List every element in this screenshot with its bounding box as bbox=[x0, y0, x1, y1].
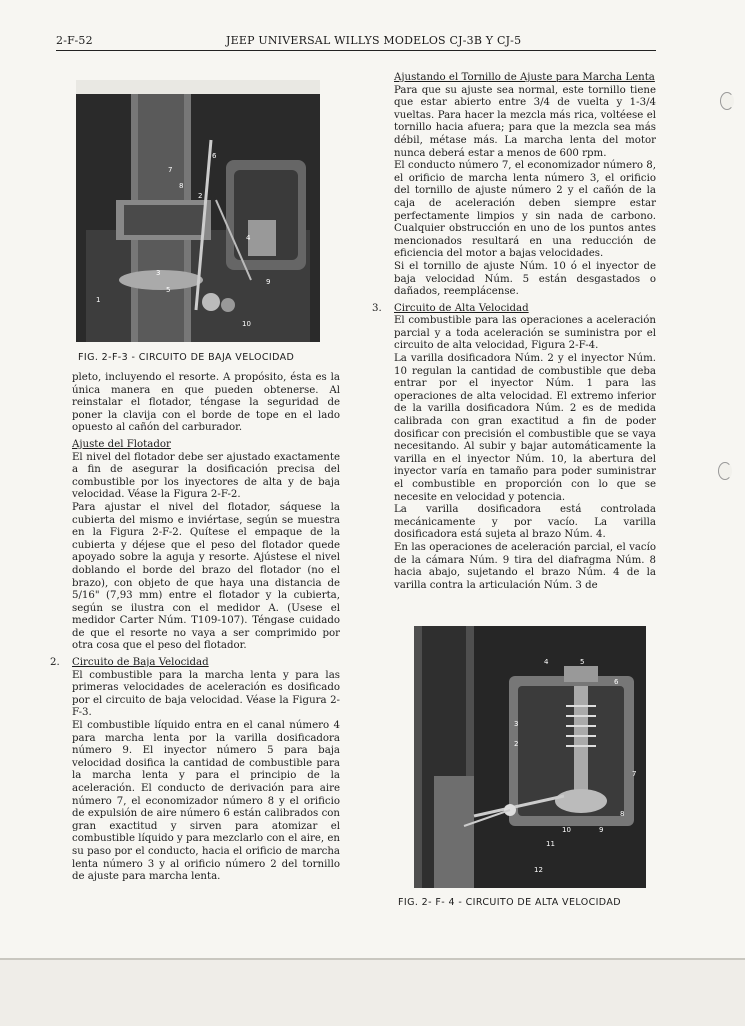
figure-low-speed-circuit bbox=[76, 80, 320, 342]
callout-label: 9 bbox=[599, 826, 604, 834]
punch-hole bbox=[718, 462, 732, 480]
paragraph: El conducto número 7, el economizador número 8, el orificio de marcha lenta número 3, el orificio del tornillo de ajuste número 2 y el cañón de la caja de aceleración deben siempre estar perfectamente limpios y sin nada de carbono. Cualquier obstrucción en uno de los puntos antes mencionados resultará en una reducción de eficiencia del motor a bajas velocidades. bbox=[394, 160, 656, 260]
callout-label: 1 bbox=[96, 296, 101, 304]
carburetor-cutaway-illustration-1 bbox=[76, 80, 320, 342]
callout-label: 5 bbox=[166, 286, 171, 294]
callout-label: 3 bbox=[156, 269, 161, 277]
carburetor-cutaway-illustration-2 bbox=[414, 626, 646, 888]
header-rule bbox=[56, 50, 656, 51]
callout-label: 8 bbox=[179, 182, 184, 190]
callout-label: 2 bbox=[514, 740, 519, 748]
left-column bbox=[50, 372, 340, 884]
callout-label: 6 bbox=[614, 678, 619, 686]
paragraph: El nivel del flotador debe ser ajustado exactamente a fin de asegurar la dosificación precisa del combustible por los inyectores de alta y de baja velocidad. Véase la Figura 2-F-2. bbox=[72, 451, 340, 501]
callout-label: 10 bbox=[562, 826, 571, 834]
page-number: 2-F-52 bbox=[56, 34, 93, 47]
section-title: Circuito de Baja Velocidad bbox=[72, 657, 209, 669]
scan-bottom-margin bbox=[0, 958, 745, 1026]
section-heading-low-speed bbox=[50, 657, 340, 670]
paragraph: pleto, incluyendo el resorte. A propósito, ésta es la única manera en que pueden obtenerse. Al reinstalar el flotador, téngase la seguridad de poner la clavija con el borde de tope en el lado opuesto al cañón del carburador. bbox=[72, 372, 340, 434]
section-number: 3. bbox=[372, 302, 382, 314]
paragraph: La varilla dosificadora está controlada mecánicamente y por vacío. La varilla dosificadora está sujeta al brazo Núm. 4. bbox=[394, 504, 656, 541]
callout-label: 4 bbox=[544, 658, 549, 666]
section-heading-idle-screw: Ajustando el Tornillo de Ajuste para Marcha Lenta bbox=[394, 72, 655, 83]
callout-label: 4 bbox=[246, 234, 251, 242]
paragraph: El combustible para la marcha lenta y para las primeras velocidades de aceleración es dosificado por el circuito de baja velocidad. Véase la Figura 2-F-3. bbox=[72, 669, 340, 719]
callout-label: 11 bbox=[546, 840, 555, 848]
callout-label: 8 bbox=[620, 810, 625, 818]
callout-label: 7 bbox=[168, 166, 173, 174]
paragraph: El combustible líquido entra en el canal número 4 para marcha lenta por la varilla dosificadora número 9. El inyector número 5 para baja velocidad dosifica la cantidad de combustible para la marcha lenta y para el principio de la aceleración. El conducto de derivación para aire número 7, el economizador número 8 y el orificio de expulsión de aire número 6 están calibrados con gran exactitud y sirven para atomizar el combustible líquido y para mezclarlo con el aire, en su paso por el conducto, hacia el orificio de marcha lenta número 3 y al orificio número 2 del tornillo de ajuste para marcha lenta. bbox=[72, 720, 340, 883]
callout-label: 10 bbox=[242, 320, 251, 328]
section-heading-float-adjustment: Ajuste del Flotador bbox=[72, 438, 171, 450]
right-column bbox=[372, 72, 656, 592]
callout-label: 12 bbox=[534, 866, 543, 874]
paragraph: La varilla dosificadora Núm. 2 y el inyector Núm. 10 regulan la cantidad de combustible que deba entrar por el inyector Núm. 1 para las operaciones de alta velocidad. El extremo inferior de la varilla dosificadora Núm. 2 es de medida calibrada con gran exactitud a fin de poder dosificar con precisión el combustible que se vaya necesitando. Al subir y bajar automáticamente la varilla en el inyector Núm. 10, la abertura del inyector varía en tamaño para poder suministrar el combustible en proporción con lo que se necesite en velocidad y potencia. bbox=[394, 353, 656, 503]
punch-hole bbox=[720, 92, 734, 110]
section-title: Circuito de Alta Velocidad bbox=[394, 302, 529, 314]
figure-1-caption: FIG. 2-F-3 - CIRCUITO DE BAJA VELOCIDAD bbox=[78, 352, 295, 363]
paragraph: Para ajustar el nivel del flotador, sáquese la cubierta del mismo e inviértase, según se muestra en la Figura 2-F-2. Quítese el empaque de la cubierta y déjese que el peso del flotador quede apoyado sobre la aguja y resorte. Ajústese el nivel doblando el borde del brazo del flotador (no el brazo), con objeto de que haya una distancia de 5/16" (7,93 mm) entre el flotador y la cubierta, según se ilustra con el medidor A. (Usese el medidor Carter Núm. T109-107). Téngase cuidado de que el resorte no vaya a ser comprimido por otra cosa que el peso del flotador. bbox=[72, 501, 340, 652]
callout-label: 9 bbox=[266, 278, 271, 286]
section-number: 2. bbox=[50, 657, 60, 669]
callout-label: 3 bbox=[514, 720, 519, 728]
callout-label: 6 bbox=[212, 152, 217, 160]
paragraph: Si el tornillo de ajuste Núm. 10 ó el inyector de baja velocidad Núm. 5 están desgastados o dañados, reemplácense. bbox=[394, 260, 656, 298]
paragraph: En las operaciones de aceleración parcial, el vacío de la cámara Núm. 9 tira del diafragma Núm. 8 hacia abajo, sujetando el brazo Núm. 4 de la varilla contra la articulación Núm. 3 de bbox=[394, 541, 656, 591]
callout-label: 7 bbox=[632, 770, 637, 778]
callout-label: 5 bbox=[580, 658, 585, 666]
figure-2-caption: FIG. 2- F- 4 - CIRCUITO DE ALTA VELOCIDAD bbox=[398, 897, 621, 908]
page-title: JEEP UNIVERSAL WILLYS MODELOS CJ-3B Y CJ-5 bbox=[226, 34, 522, 47]
section-heading-high-speed bbox=[372, 302, 656, 316]
figure-high-speed-circuit bbox=[414, 626, 646, 888]
paragraph: El combustible para las operaciones a aceleración parcial y a toda aceleración se suministra por el circuito de alta velocidad, Figura 2-F-4. bbox=[394, 315, 656, 352]
callout-label: 2 bbox=[198, 192, 203, 200]
paragraph: Para que su ajuste sea normal, este tornillo tiene que estar abierto entre 3/4 de vuelta y 1-3/4 vueltas. Para hacer la mezcla más rica, voltéese el tornillo hacia afuera; para que la mezcla sea más débil, métase más. La marcha lenta del motor nunca deberá estar a menos de 600 rpm. bbox=[394, 84, 656, 159]
